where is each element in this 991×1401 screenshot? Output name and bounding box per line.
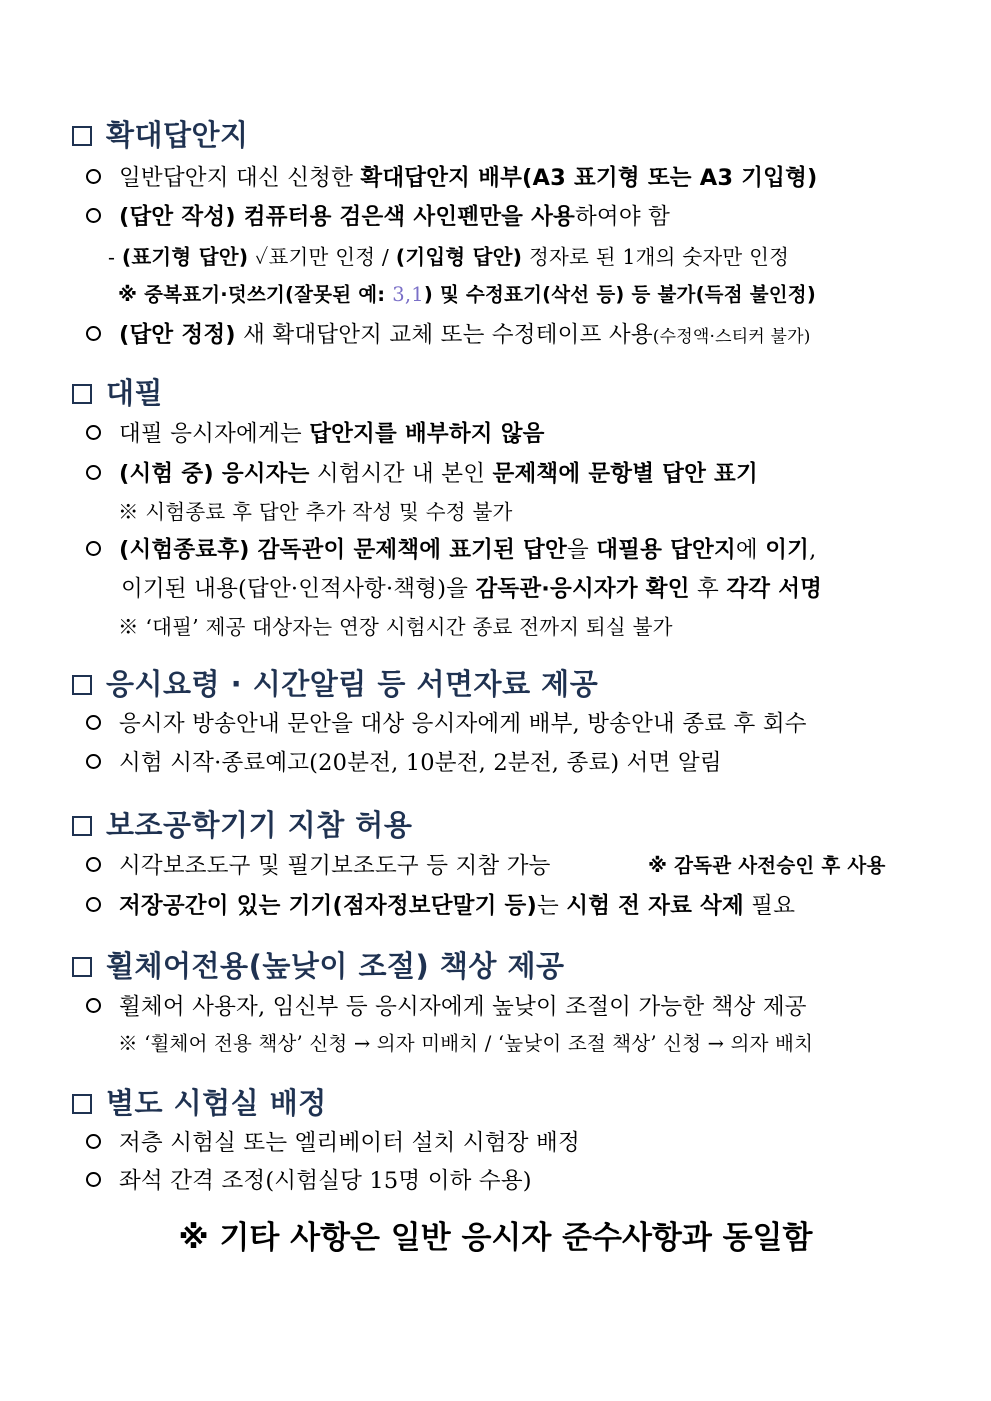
checkbox-square-icon xyxy=(72,675,92,695)
bullet-line: 저층 시험실 또는 엘리베이터 설치 시험장 배정 xyxy=(86,1125,580,1157)
section-title-enlarged-answer-sheet: 확대답안지 xyxy=(72,113,249,154)
checkbox-square-icon xyxy=(72,1094,92,1114)
circle-bullet-icon xyxy=(86,897,101,912)
bullet-line: 저장공간이 있는 기기(점자정보단말기 등)는 시험 전 자료 삭제 필요 xyxy=(86,888,795,920)
note-line: ※ ‘대필’ 제공 대상자는 연장 시험시간 종료 전까지 퇴실 불가 xyxy=(118,615,673,639)
bullet-line: 대필 응시자에게는 답안지를 배부하지 않음 xyxy=(86,416,545,448)
circle-bullet-icon xyxy=(86,465,101,480)
section-title-proxy-writing: 대필 xyxy=(72,371,163,412)
circle-bullet-icon xyxy=(86,169,101,184)
note-line: ※ ‘휠체어 전용 책상’ 신청 → 의자 미배치 / ‘높낮이 조절 책상’ 신청 → 의자 배치 xyxy=(118,1032,814,1055)
circle-bullet-icon xyxy=(86,425,101,440)
wrong-example-mark: 3,1 xyxy=(392,283,424,306)
continuation-line: 이기된 내용(답안·인적사항·책형)을 감독관·응시자가 확인 후 각각 서명 xyxy=(121,576,823,602)
checkbox-square-icon xyxy=(72,816,92,836)
bullet-line: (답안 정정) 새 확대답안지 교체 또는 수정테이프 사용(수정액·스티커 불가) xyxy=(86,317,811,349)
section-title-written-materials: 응시요령 · 시간알림 등 서면자료 제공 xyxy=(72,662,598,703)
sub-line: - (표기형 답안) ✓표기만 인정 / (기입형 답안) 정자로 된 1개의 숫자만 인정 xyxy=(108,245,790,269)
section-title-separate-room: 별도 시험실 배정 xyxy=(72,1081,327,1122)
note-line: ※ 시험종료 후 답안 추가 작성 및 수정 불가 xyxy=(118,500,513,524)
bullet-line: (시험 중) 응시자는 시험시간 내 본인 문제책에 문항별 답안 표기 xyxy=(86,456,758,488)
circle-bullet-icon xyxy=(86,754,101,769)
bullet-line: (답안 작성) 컴퓨터용 검은색 사인펜만을 사용하여야 함 xyxy=(86,199,670,231)
bullet-line: 일반답안지 대신 신청한 확대답안지 배부(A3 표기형 또는 A3 기입형) xyxy=(86,160,818,192)
section-title-assistive-devices: 보조공학기기 지참 허용 xyxy=(72,803,412,844)
checkbox-square-icon xyxy=(72,384,92,404)
bullet-line: 시각보조도구 및 필기보조도구 등 지참 가능 xyxy=(86,848,551,880)
note-line: ※ 중복표기·덧쓰기(잘못된 예: 3,1) 및 수정표기(삭선 등) 등 불가(득점 불인정) xyxy=(118,283,816,306)
circle-bullet-icon xyxy=(86,326,101,341)
bullet-line: 응시자 방송안내 문안을 대상 응시자에게 배부, 방송안내 종료 후 회수 xyxy=(86,706,807,738)
circle-bullet-icon xyxy=(86,1134,101,1149)
circle-bullet-icon xyxy=(86,998,101,1013)
circle-bullet-icon xyxy=(86,715,101,730)
checkbox-square-icon xyxy=(72,126,92,146)
circle-bullet-icon xyxy=(86,208,101,223)
circle-bullet-icon xyxy=(86,857,101,872)
bullet-line: (시험종료후) 감독관이 문제책에 표기된 답안을 대필용 답안지에 이기, xyxy=(86,532,816,564)
circle-bullet-icon xyxy=(86,1172,101,1187)
bullet-line: 휠체어 사용자, 임신부 등 응시자에게 높낮이 조절이 가능한 책상 제공 xyxy=(86,989,807,1021)
closing-note: ※ 기타 사항은 일반 응시자 준수사항과 동일함 xyxy=(178,1220,813,1256)
checkbox-square-icon xyxy=(72,957,92,977)
bullet-line: 시험 시작·종료예고(20분전, 10분전, 2분전, 종료) 서면 알림 xyxy=(86,745,722,777)
section-title-wheelchair-desk: 휠체어전용(높낮이 조절) 책상 제공 xyxy=(72,944,565,985)
approval-note: ※ 감독관 사전승인 후 사용 xyxy=(648,854,886,877)
bullet-line: 좌석 간격 조정(시험실당 15명 이하 수용) xyxy=(86,1163,532,1195)
circle-bullet-icon xyxy=(86,541,101,556)
